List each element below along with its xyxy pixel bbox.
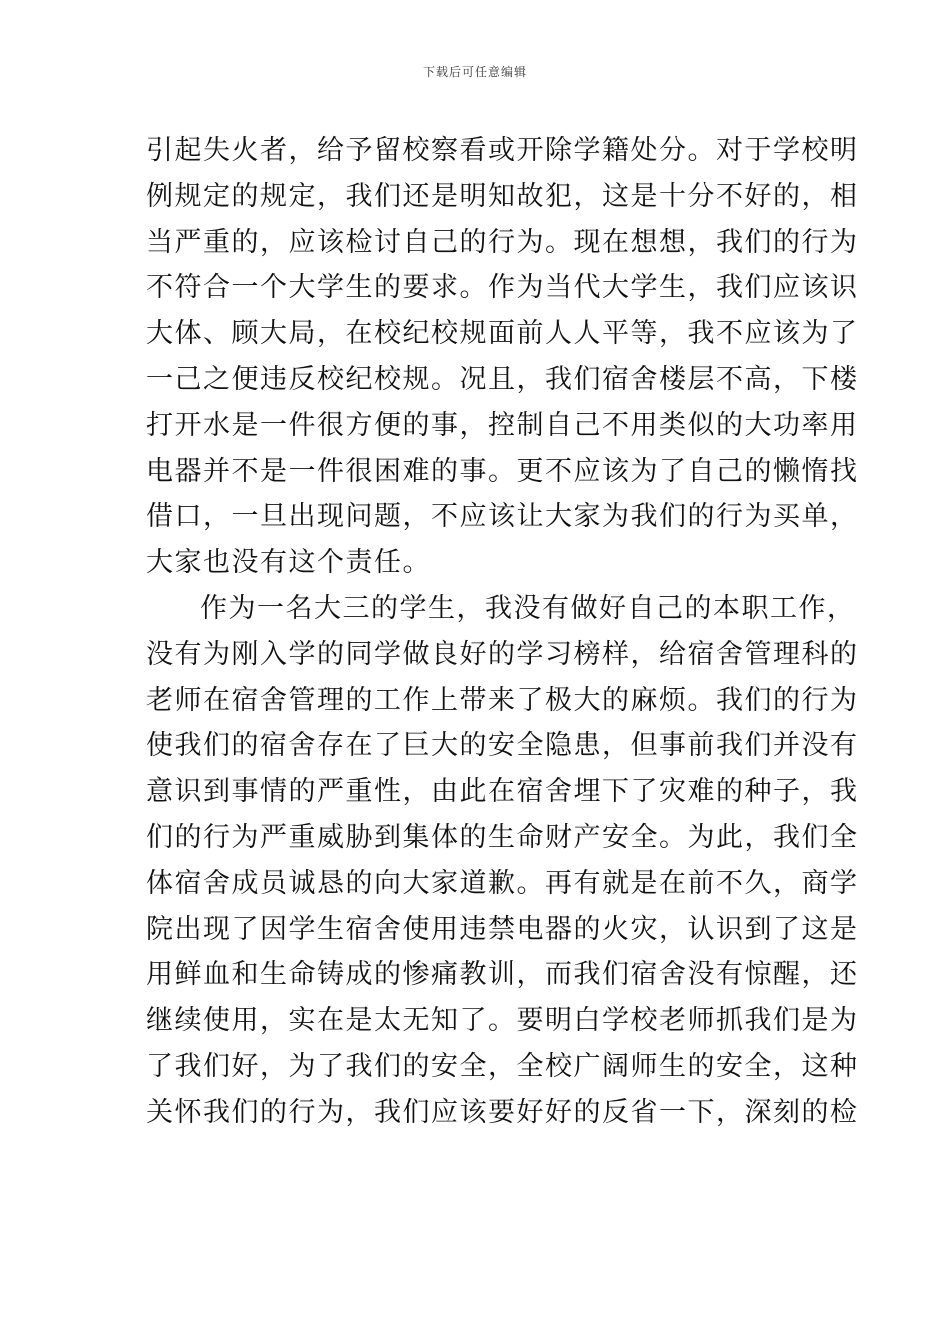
text-line: 电器并不是一件很困难的事。更不应该为了自己的懒惰找 [146,455,859,487]
text-line: 关怀我们的行为，我们应该要好好的反省一下，深刻的检 [146,1096,859,1128]
text-line: 当严重的，应该检讨自己的行为。现在想想，我们的行为 [146,226,859,258]
page-header: 下载后可任意编辑 [422,65,527,79]
text-line: 体宿舍成员诚恳的向大家道歉。再有就是在前不久，商学 [146,867,859,899]
text-line: 没有为刚入学的同学做良好的学习榜样，给宿舍管理科的 [146,638,859,670]
text-line: 了我们好，为了我们的安全，全校广阔师生的安全，这种 [146,1050,859,1082]
paragraph-start-line: 作为一名大三的学生，我没有做好自己的本职工作， [200,592,856,624]
text-line: 一己之便违反校纪校规。况且，我们宿舍楼层不高，下楼 [146,363,859,395]
text-line: 借口，一旦出现问题，不应该让大家为我们的行为买单， [146,501,859,533]
text-line: 继续使用，实在是太无知了。要明白学校老师抓我们是为 [146,1005,859,1037]
text-line: 例规定的规定，我们还是明知故犯，这是十分不好的，相 [146,180,859,212]
text-line: 用鲜血和生命铸成的惨痛教训，而我们宿舍没有惊醒，还 [146,959,859,991]
document-body [146,128,859,1136]
text-line: 使我们的宿舍存在了巨大的安全隐患，但事前我们并没有 [146,730,859,762]
text-line: 引起失火者，给予留校察看或开除学籍处分。对于学校明 [146,135,859,166]
text-line: 院出现了因学生宿舍使用违禁电器的火灾，认识到了这是 [146,913,859,945]
text-line: 意识到事情的严重性，由此在宿舍埋下了灾难的种子，我 [146,776,859,808]
text-line: 老师在宿舍管理的工作上带来了极大的麻烦。我们的行为 [146,684,859,716]
text-line: 打开水是一件很方便的事，控制自己不用类似的大功率用 [146,409,859,441]
text-line: 不符合一个大学生的要求。作为当代大学生，我们应该识 [146,272,859,304]
text-line: 大家也没有这个责任。 [146,547,431,579]
text-line: 们的行为严重威胁到集体的生命财产安全。为此，我们全 [146,821,859,853]
text-line: 大体、顾大局，在校纪校规面前人人平等，我不应该为了 [146,318,859,350]
